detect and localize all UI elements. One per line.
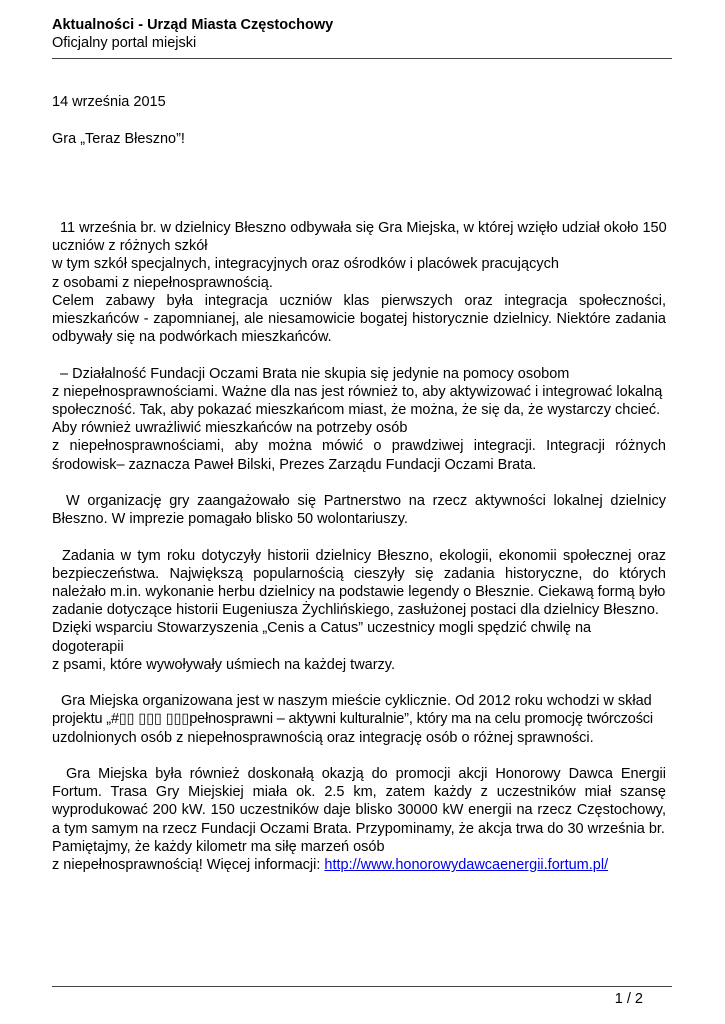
text-line: Pamiętajmy, że każdy kilometr ma siłę marzeń osób [52,838,385,855]
paragraph-5 [52,692,666,747]
article-date: 14 września 2015 [52,94,166,110]
fortum-link[interactable]: http://www.honorowydawcaenergii.fortum.pl/ [324,857,609,874]
text-line: odbywały się na podwórkach mieszkańców. [52,329,332,346]
footer-divider [52,986,672,987]
text-line: z osobami z niepełnosprawnością. [52,274,273,291]
text-line: środowisk– zaznacza Paweł Bilski, Prezes Zarządu Fundacji Oczami Brata. [52,456,537,473]
paragraph-3 [52,492,666,528]
site-title: Aktualności - Urząd Miasta Częstochowy [52,17,334,33]
text-line: Dzięki wsparciu Stowarzyszenia „Cenis a Catus” uczestnicy mogli spędzić chwilę na dogoterapii [52,620,592,655]
paragraph-4 [52,547,666,674]
text-line: Fortum. Trasa Gry Miejskiej miała ok. 2.5 km, zatem każdy z uczestników miał szansę [52,784,666,801]
text-line: Gra Miejska organizowana jest w naszym mieście cyklicznie. Od 2012 roku wchodzi w skład [61,693,652,710]
text-line: społeczność. Tak, aby pokazać mieszkańcom miast, że można, że się da, że wystarczy chcieć. [52,402,661,419]
paragraph-6 [52,765,666,874]
text-line: Aby również uwrażliwić mieszkańców na potrzeby osób [52,420,408,437]
text-line: Gra Miejska była również doskonałą okazją do promocji akcji Honorowy Dawca Energii [66,766,666,783]
text-line: Celem zabawy była integracja uczniów klas pierwszych oraz integracja społeczności, [52,292,666,309]
text-line: uzdolnionych osób z niepełnosprawnością oraz integrację osób o różnej sprawności. [52,729,594,746]
site-subtitle: Oficjalny portal miejski [52,35,197,51]
text-line: a tym samym na rzecz Fundacji Oczami Brata. Przypominamy, że akcja trwa do 30 września br. [52,820,665,837]
text-line [52,856,666,874]
text-line: wyprodukować 200 kW. 150 uczestników daje blisko 30000 kW energii na rzecz Częstochowy, [52,802,666,819]
text-line: bezpieczeństwa. Największą popularnością cieszyły się zadania historyczne, do których [52,565,666,582]
text-line: mieszkańców - zapomnianej, ale niesamowicie bogatej historycznie dzielnicy. Niektóre zadania [52,311,666,328]
text-line: należało m.in. wykonanie herbu dzielnicy na podstawie legendy o Błesznie. Ciekawą formą było [52,584,666,601]
text-line: W organizację gry zaangażowało się Partnerstwo na rzecz aktywności lokalnej dzielnicy [66,493,666,510]
article-title: Gra „Teraz Błeszno”! [52,131,185,147]
text-line: z niepełnosprawnościami, aby można mówić o prawdziwej integracji. Integracji różnych [52,438,666,455]
header-divider [52,58,672,59]
page-number: 1 / 2 [614,991,643,1007]
paragraph-2 [52,365,666,474]
text-line: Błeszno. W imprezie pomagało blisko 50 wolontariuszy. [52,511,408,528]
text-line: w tym szkół specjalnych, integracyjnych oraz ośrodków i placówek pracujących [52,256,559,273]
paragraph-1 [52,219,666,346]
text-line: zadanie dotyczące historii Eugeniusza Żychlińskiego, zasłużonej postaci dla dzielnicy Błeszno. [52,602,659,619]
text-line: projektu „#▯▯ ▯▯▯ ▯▯▯pełnosprawni – aktywni kulturalnie”, który ma na celu promocję twórczości [52,711,653,728]
text-line: 11 września br. w dzielnicy Błeszno odbywała się Gra Miejska, w której wzięło udział około 150 [52,220,667,236]
text-line: – Działalność Fundacji Oczami Brata nie skupia się jedynie na pomocy osobom [60,365,570,382]
text-line: uczniów z różnych szkół [52,238,208,255]
text-line: z niepełnosprawnościami. Ważne dla nas jest również to, aby aktywizować i integrować lokalną [52,383,663,400]
article-body [52,219,666,892]
text-line: Zadania w tym roku dotyczyły historii dzielnicy Błeszno, ekologii, ekonomii społecznej oraz [62,547,666,564]
text-line-prefix: z niepełnosprawnością! Więcej informacji: [52,857,325,874]
text-line: z psami, które wywoływały uśmiech na każdej twarzy. [52,656,396,673]
page-header [52,16,672,52]
